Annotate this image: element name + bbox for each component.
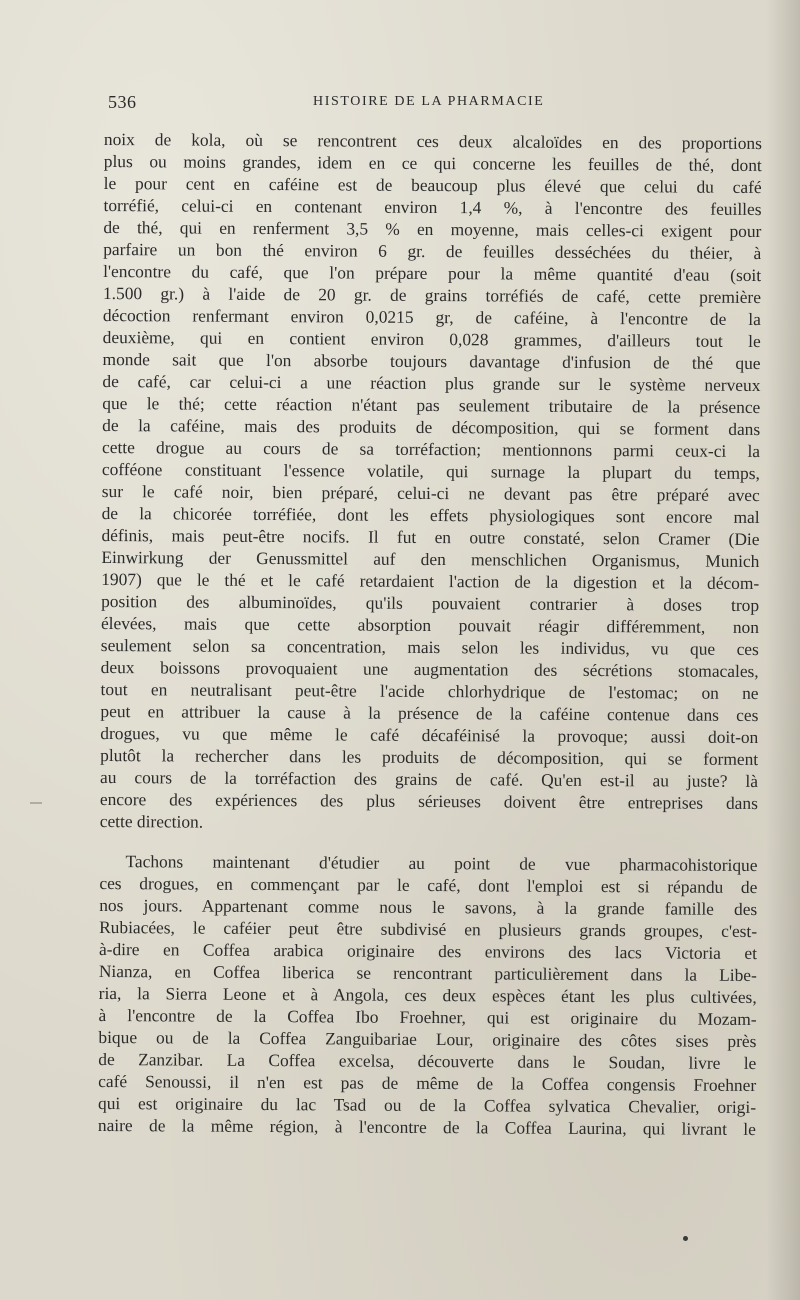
text-line: seulement selon sa concentration, mais selon les individus, vu que ces xyxy=(100,634,759,660)
text-line: définis, mais peut-être nocifs. Il fut en outre constaté, selon Cramer (Die xyxy=(101,524,760,550)
text-line: le pour cent en caféine est de beaucoup plus élevé que celui du café xyxy=(103,172,762,198)
text-line: que le thé; cette réaction n'étant pas seulement tributaire de la présence xyxy=(102,392,761,418)
running-header xyxy=(108,92,692,116)
text-line: de Zanzibar. La Coffea excelsa, découverte dans le Soudan, livre le xyxy=(98,1048,757,1074)
text-line: de la chicorée torréfiée, dont les effets physiologiques sont encore mal xyxy=(101,502,760,528)
text-line: cette direction. xyxy=(99,810,204,832)
text-line: au cours de la torréfaction des grains de café. Qu'en est-il au juste? là xyxy=(99,766,759,792)
text-line: bique ou de la Coffea Zanguibariae Lour, originaire des côtes sises près xyxy=(98,1026,757,1052)
text-line: café Senoussi, il n'en est pas de même de la Coffea congensis Froehner xyxy=(98,1070,757,1096)
text-line: Tachons maintenant d'étudier au point de vue pharmacohistorique xyxy=(125,851,758,876)
text-line: Einwirkung der Genussmittel auf den menschlichen Organismus, Munich xyxy=(101,546,760,572)
paragraph-1 xyxy=(100,128,762,836)
text-line: cofféone constituant l'essence volatile, qui surnage la plupart du temps, xyxy=(101,458,760,484)
text-line: à-dire en Coffea arabica originaire des environs des lacs Victoria et xyxy=(98,938,758,964)
text-line: Rubiacées, le caféier peut être subdivisé en plusieurs grands groupes, c'est- xyxy=(99,916,758,942)
text-line: deuxième, qui en contient environ 0,028 grammes, d'ailleurs tout le xyxy=(102,326,761,352)
text-line: noix de kola, où se rencontrent ces deux alcaloïdes en des proportions xyxy=(103,128,762,154)
text-line: de thé, qui en renferment 3,5 % en moyenne, mais celles-ci exigent pour xyxy=(103,216,762,242)
text-line: position des albuminoïdes, qu'ils pouvaient contrarier à doses trop xyxy=(101,590,760,616)
paragraph-2 xyxy=(98,850,758,1140)
text-line: qui est originaire du lac Tsad ou de la Coffea sylvatica Chevalier, origi- xyxy=(97,1092,757,1118)
page-number: 536 xyxy=(108,92,137,112)
body-text xyxy=(98,128,762,1140)
text-line: 1.500 gr.) à l'aide de 20 gr. de grains torréfiés de café, cette première xyxy=(102,282,762,308)
text-line: ces drogues, en commençant par le café, dont l'emploi est si répandu de xyxy=(99,872,758,898)
page-edge-shadow xyxy=(766,0,800,1300)
text-line: deux boissons provoquaient une augmentation des sécrétions stomacales, xyxy=(100,656,759,682)
text-line: l'encontre du café, que l'on prépare pour la même quantité d'eau (soit xyxy=(103,260,762,286)
text-line: 1907) que le thé et le café retardaient l'action de la digestion et la décom- xyxy=(101,568,760,594)
text-line: ria, la Sierra Leone et à Angola, ces deux espèces étant les plus cultivées, xyxy=(98,982,757,1008)
text-line: monde sait que l'on absorbe toujours davantage d'infusion de thé que xyxy=(102,348,761,374)
text-line: parfaire un bon thé environ 6 gr. de feuilles desséchées du théier, à xyxy=(103,238,762,264)
text-line: sur le café noir, bien préparé, celui-ci ne devant pas être préparé avec xyxy=(101,480,760,506)
text-line: plutôt la rechercher dans les produits de décomposition, qui se forment xyxy=(100,744,759,770)
text-line: de café, car celui-ci a une réaction plus grande sur le système nerveux xyxy=(102,370,761,396)
text-line: encore des expériences des plus sérieuses doivent être entreprises dans xyxy=(99,788,758,814)
text-line: de la caféine, mais des produits de décomposition, qui se forment dans xyxy=(102,414,761,440)
text-line: Nianza, en Coffea liberica se rencontrant particulièrement dans la Libe- xyxy=(98,960,757,986)
text-line: torréfié, celui-ci en contenant environ 1,4 %, à l'encontre des feuilles xyxy=(103,194,762,220)
ink-dot xyxy=(683,1236,688,1241)
text-line: à l'encontre de la Coffea Ibo Froehner, qui est originaire du Mozam- xyxy=(98,1004,757,1030)
text-line: décoction renfermant environ 0,0215 gr, de caféine, à l'encontre de la xyxy=(102,304,761,330)
running-title: HISTOIRE DE LA PHARMACIE xyxy=(313,94,545,109)
text-line: cette drogue au cours de sa torréfaction; mentionnons parmi ceux-ci la xyxy=(101,436,761,462)
text-line: tout en neutralisant peut-être l'acide chlorhydrique de l'estomac; on ne xyxy=(100,678,759,704)
text-line: nos jours. Appartenant comme nous le savons, à la grande famille des xyxy=(99,894,758,920)
text-line: peut en attribuer la cause à la présence de la caféine contenue dans ces xyxy=(100,700,759,726)
text-line: naire de la même région, à l'encontre de la Coffea Laurina, qui livrant le xyxy=(97,1114,756,1140)
margin-mark xyxy=(30,802,42,804)
text-line: élevées, mais que cette absorption pouvait réagir différemment, non xyxy=(100,612,760,638)
text-line: plus ou moins grandes, idem en ce qui concerne les feuilles de thé, dont xyxy=(103,150,762,176)
text-line: drogues, vu que même le café décaféinisé la provoque; aussi doit-on xyxy=(100,722,759,748)
